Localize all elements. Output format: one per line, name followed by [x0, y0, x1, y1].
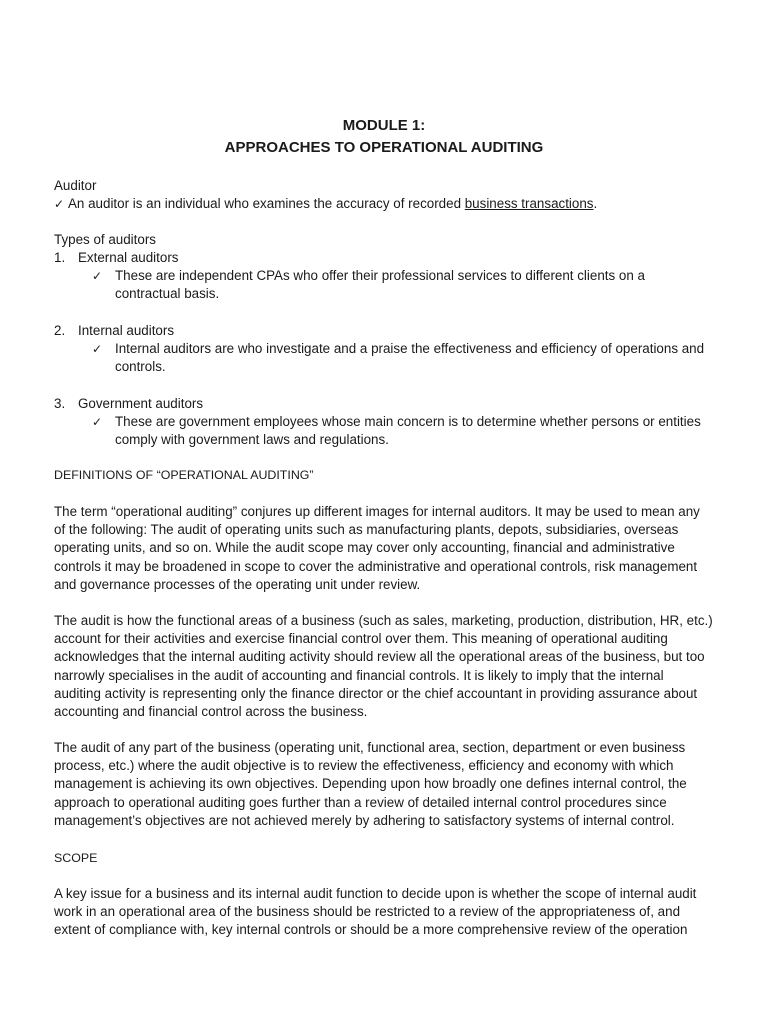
type-item-government: [54, 395, 714, 413]
list-number: 3.: [54, 396, 66, 411]
auditor-definition-end: .: [593, 196, 598, 211]
type-description-government: [92, 413, 714, 449]
module-subtitle: APPROACHES TO OPERATIONAL AUDITING: [224, 139, 544, 156]
scope-heading: SCOPE: [54, 851, 98, 865]
definition-paragraph: The audit of any part of the business (operating unit, functional area, section, department or even business process, etc.) where the audit objective is to review the effectiveness, efficiency and economy with which management is achieving its own objectives. Depending upon how broadly one defines internal control, the approach to operational auditing goes further than a review of detailed internal control procedures since management’s objectives are not achieved merely by adhering to satisfactory systems of internal control.: [54, 740, 687, 828]
module-title: MODULE 1:: [342, 117, 426, 134]
checkmark-icon: ✓: [92, 342, 103, 356]
auditor-definition: [54, 195, 714, 213]
scope-paragraph: A key issue for a business and its internal audit function to decide upon is whether the scope of internal audit work in an operational area of the business should be restricted to a review of the appropriateness of, and extent of compliance with, key internal controls or should be a more comprehensive review of the operation: [54, 886, 697, 938]
type-description-text: These are government employees whose main concern is to determine whether persons or entities comply with government laws and regulations.: [115, 414, 701, 448]
checkmark-icon: ✓: [92, 269, 103, 283]
type-item-external: [54, 249, 714, 267]
checkmark-icon: ✓: [54, 197, 65, 211]
type-name: Government auditors: [78, 396, 204, 411]
type-name: External auditors: [78, 250, 179, 265]
definition-paragraph: The audit is how the functional areas of a business (such as sales, marketing, production, distribution, HR, etc.) account for their activities and exercise financial control over them. This meaning of operational auditing acknowledges that the internal auditing activity should review all the operational areas of the business, but too narrowly specialises in the audit of accounting and financial controls. It is likely to imply that the internal auditing activity is representing only the finance director or the chief accountant in providing assurance about accounting and financial control across the business.: [54, 613, 713, 720]
type-name: Internal auditors: [78, 323, 175, 338]
type-description-text: Internal auditors are who investigate and a praise the effectiveness and efficiency of operations and controls.: [115, 341, 705, 375]
type-description-internal: [92, 340, 714, 376]
auditor-heading: Auditor: [54, 178, 97, 193]
type-item-internal: [54, 322, 714, 340]
checkmark-icon: ✓: [92, 415, 103, 429]
definitions-heading: DEFINITIONS OF “OPERATIONAL AUDITING”: [54, 468, 314, 482]
auditor-definition-text: An auditor is an individual who examines the accuracy of recorded: [68, 196, 465, 211]
list-number: 2.: [54, 323, 66, 338]
type-description-text: These are independent CPAs who offer their professional services to different clients on a contractual basis.: [115, 268, 645, 302]
types-heading: Types of auditors: [54, 232, 156, 247]
business-transactions-link[interactable]: business transactions: [464, 196, 594, 211]
type-description-external: [92, 267, 714, 303]
definition-paragraph: The term “operational auditing” conjures up different images for internal auditors. It may be used to mean any of the following: The audit of operating units such as manufacturing plants, depots, subsidiaries, overseas operating units, and so on. While the audit scope may cover only accounting, financial and administrative controls it may be broadened in scope to cover the administrative and operational controls, risk management and governance processes of the operating unit under review.: [54, 504, 700, 592]
list-number: 1.: [54, 250, 66, 265]
